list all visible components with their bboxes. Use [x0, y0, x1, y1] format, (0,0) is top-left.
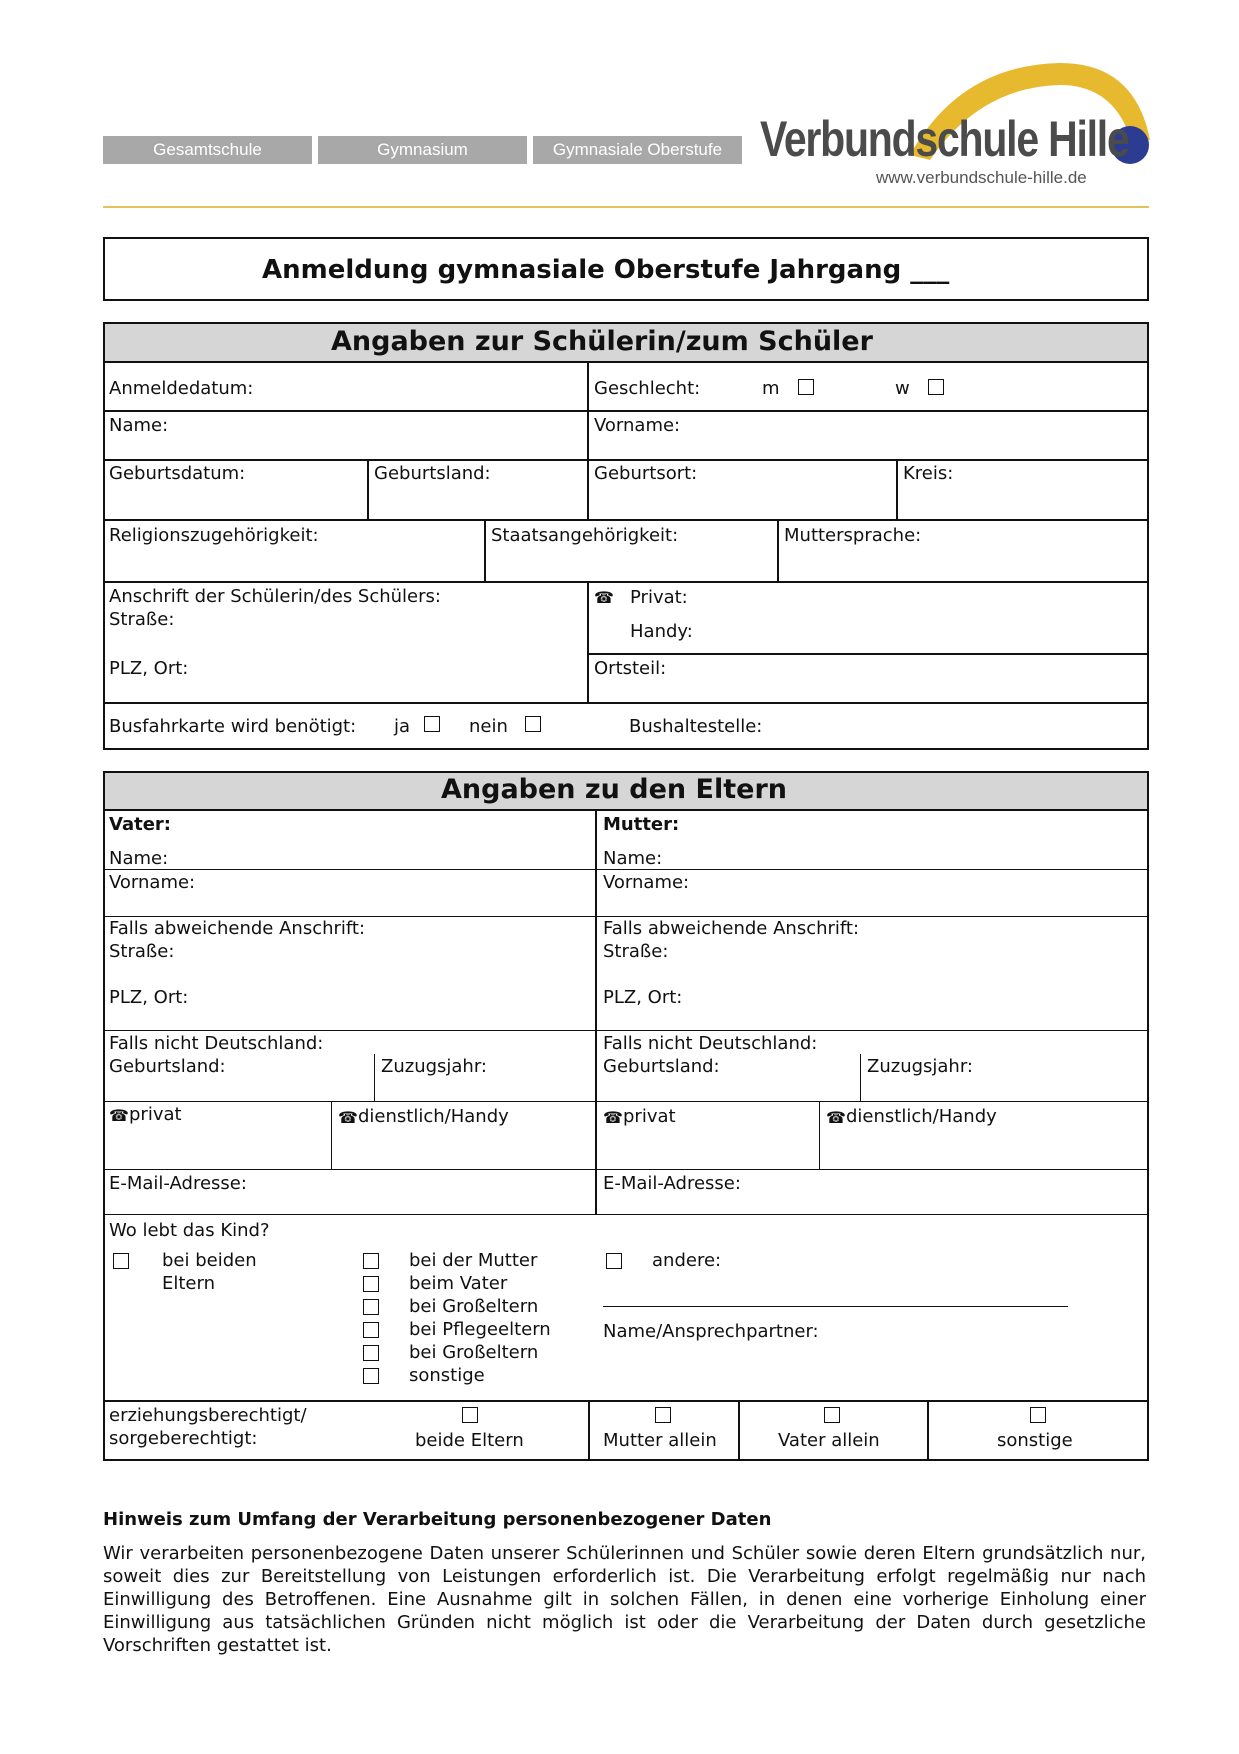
mutter-dienstlich-label: dienstlich/Handy [846, 1106, 997, 1127]
geburtsdatum-label: Geburtsdatum: [109, 463, 246, 484]
bei-mutter-label: bei der Mutter [409, 1250, 538, 1271]
handy-label: Handy: [630, 621, 693, 642]
bei-pflegeeltern-label: bei Pflegeeltern [409, 1319, 551, 1340]
bus-nein-checkbox[interactable] [525, 716, 541, 732]
bus-nein-label: nein [469, 716, 508, 737]
tab-gymnasiale-oberstufe[interactable]: Gymnasiale Oberstufe [533, 136, 742, 164]
notice-title: Hinweis zum Umfang der Verarbeitung personenbezogener Daten [103, 1509, 772, 1530]
vater-privat-label: privat [129, 1104, 182, 1125]
bushaltestelle-label: Bushaltestelle: [629, 716, 763, 737]
phone-icon: ☎ [594, 588, 614, 607]
mutter-privat-phone-icon: ☎ [603, 1108, 623, 1127]
beim-vater-checkbox[interactable] [363, 1276, 379, 1292]
gender-w-checkbox[interactable] [928, 379, 944, 395]
vater-anschrift-label: Falls abweichende Anschrift: [109, 918, 366, 939]
anmeldedatum-label: Anmeldedatum: [109, 378, 254, 399]
beide-eltern-line2: Eltern [162, 1273, 215, 1294]
gender-m-label: m [762, 378, 780, 399]
beide-eltern-checkbox[interactable] [113, 1253, 129, 1269]
vater-allein-checkbox[interactable] [824, 1407, 840, 1423]
bei-grosseltern-2-checkbox[interactable] [363, 1345, 379, 1361]
vater-vorname-label: Vorname: [109, 872, 196, 893]
mutter-strasse-label: Straße: [603, 941, 669, 962]
andere-checkbox[interactable] [606, 1253, 622, 1269]
vater-heading: Vater: [109, 814, 171, 835]
vater-dienstlich-phone-icon: ☎ [338, 1108, 358, 1127]
mutter-zuzugsjahr-label: Zuzugsjahr: [867, 1056, 973, 1077]
mutter-name-label: Name: [603, 848, 663, 869]
gender-w-label: w [895, 378, 910, 399]
vater-name-label: Name: [109, 848, 169, 869]
geburtsland-label: Geburtsland: [374, 463, 491, 484]
bei-grosseltern-label: bei Großeltern [409, 1296, 539, 1317]
sonstige-sorge-label: sonstige [997, 1430, 1073, 1451]
gender-m-checkbox[interactable] [798, 379, 814, 395]
school-website[interactable]: www.verbundschule-hille.de [876, 168, 1087, 187]
beim-vater-label: beim Vater [409, 1273, 508, 1294]
header-divider [103, 206, 1149, 208]
bus-ja-checkbox[interactable] [424, 716, 440, 732]
wo-lebt-label: Wo lebt das Kind? [109, 1220, 270, 1241]
vater-dienstlich-label: dienstlich/Handy [358, 1106, 509, 1127]
vater-strasse-label: Straße: [109, 941, 175, 962]
vater-allein-label: Vater allein [778, 1430, 880, 1451]
anschrift-label: Anschrift der Schülerin/des Schülers: [109, 586, 441, 607]
mutter-anschrift-label: Falls abweichende Anschrift: [603, 918, 860, 939]
religion-label: Religionszugehörigkeit: [109, 525, 319, 546]
mutter-email-label: E-Mail-Adresse: [603, 1173, 741, 1194]
school-name: Verbundschule Hille [760, 111, 1129, 167]
bei-pflegeeltern-checkbox[interactable] [363, 1322, 379, 1338]
staatsangehoerigkeit-label: Staatsangehörigkeit: [491, 525, 679, 546]
sonstige-wohnort-checkbox[interactable] [363, 1368, 379, 1384]
andere-input-line[interactable] [603, 1306, 1068, 1307]
vater-privat-phone-icon: ☎ [109, 1106, 129, 1125]
student-section-heading: Angaben zur Schülerin/zum Schüler [331, 326, 873, 357]
beide-eltern-sorge-checkbox[interactable] [462, 1407, 478, 1423]
beide-eltern-line1: bei beiden [162, 1250, 257, 1271]
mutter-heading: Mutter: [603, 814, 680, 835]
sonstige-sorge-checkbox[interactable] [1030, 1407, 1046, 1423]
bei-mutter-checkbox[interactable] [363, 1253, 379, 1269]
mutter-privat-label: privat [623, 1106, 676, 1127]
mutter-nicht-deutschland-label: Falls nicht Deutschland: [603, 1033, 818, 1054]
bei-grosseltern-checkbox[interactable] [363, 1299, 379, 1315]
mutter-allein-label: Mutter allein [603, 1430, 717, 1451]
muttersprache-label: Muttersprache: [784, 525, 922, 546]
student-name-label: Name: [109, 415, 169, 436]
vater-zuzugsjahr-label: Zuzugsjahr: [381, 1056, 487, 1077]
mutter-allein-checkbox[interactable] [655, 1407, 671, 1423]
geschlecht-label: Geschlecht: [594, 378, 701, 399]
ansprechpartner-label: Name/Ansprechpartner: [603, 1321, 819, 1342]
vater-email-label: E-Mail-Adresse: [109, 1173, 247, 1194]
vater-geburtsland-label: Geburtsland: [109, 1056, 226, 1077]
erziehung-label-line1: erziehungsberechtigt/ [109, 1405, 307, 1426]
parents-section-heading: Angaben zu den Eltern [441, 774, 787, 805]
mutter-vorname-label: Vorname: [603, 872, 690, 893]
busfahrkarte-label: Busfahrkarte wird benötigt: [109, 716, 357, 737]
andere-label: andere: [652, 1250, 722, 1271]
bei-grosseltern-2-label: bei Großeltern [409, 1342, 539, 1363]
tab-gesamtschule[interactable]: Gesamtschule [103, 136, 312, 164]
kreis-label: Kreis: [903, 463, 954, 484]
sonstige-wohnort-label: sonstige [409, 1365, 485, 1386]
mutter-dienstlich-phone-icon: ☎ [826, 1108, 846, 1127]
notice-text: Wir verarbeiten personenbezogene Daten unserer Schülerinnen und Schüler sowie deren Eltern grundsätzlich nur, soweit dies zur Bereitstellung von Leistungen erforderlich ist. Die Verarbeitung erfolgt regelmäßig nur nach Einwilligung des Betroffenen. Eine Ausnahme gilt in solchen Fällen, in denen eine vorherige Einholung einer Einwilligung aus tatsächlichen Gründen nicht möglich ist oder die Verarbeitung der Daten durch gesetzliche Vorschriften gestattet ist. [103, 1543, 1146, 1656]
mutter-plz-ort-label: PLZ, Ort: [603, 987, 683, 1008]
strasse-label: Straße: [109, 609, 175, 630]
ortsteil-label: Ortsteil: [594, 658, 667, 679]
form-title: Anmeldung gymnasiale Oberstufe Jahrgang ___ [262, 255, 950, 285]
vater-nicht-deutschland-label: Falls nicht Deutschland: [109, 1033, 324, 1054]
geburtsort-label: Geburtsort: [594, 463, 698, 484]
plz-ort-label: PLZ, Ort: [109, 658, 189, 679]
vater-plz-ort-label: PLZ, Ort: [109, 987, 189, 1008]
privat-label: Privat: [630, 587, 688, 608]
beide-eltern-sorge-label: beide Eltern [415, 1430, 524, 1451]
mutter-geburtsland-label: Geburtsland: [603, 1056, 720, 1077]
erziehung-label-line2: sorgeberechtigt: [109, 1428, 258, 1449]
student-vorname-label: Vorname: [594, 415, 681, 436]
tab-gymnasium[interactable]: Gymnasium [318, 136, 527, 164]
bus-ja-label: ja [394, 716, 411, 737]
